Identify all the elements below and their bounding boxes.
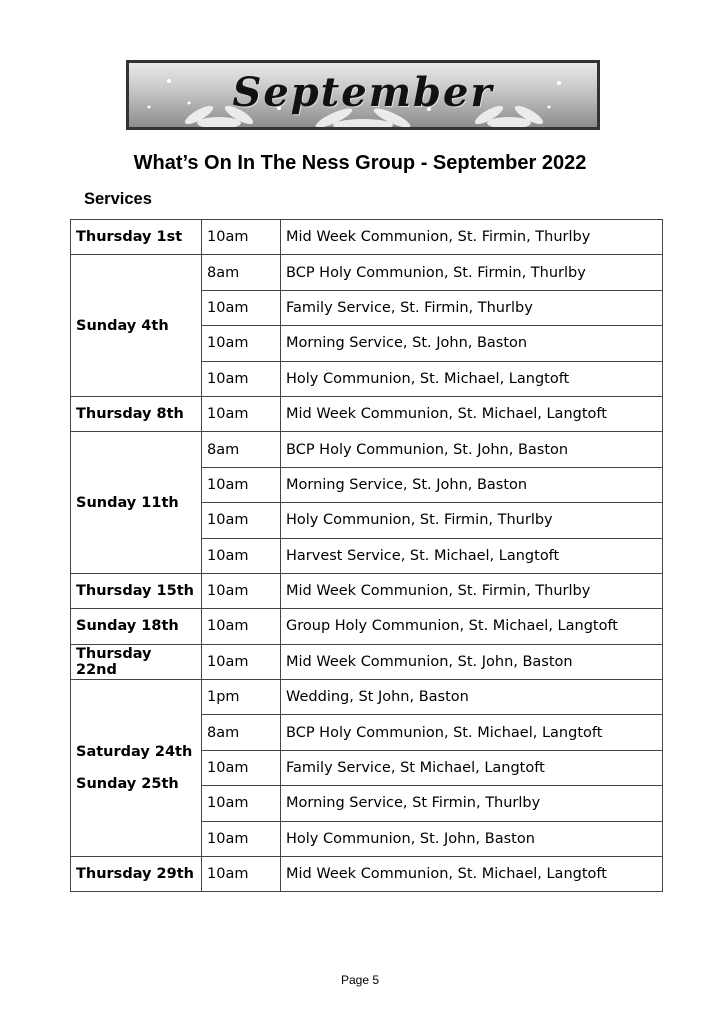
section-heading: Services bbox=[84, 190, 152, 208]
service-event: Family Service, St. Firmin, Thurlby bbox=[281, 290, 663, 325]
table-row bbox=[71, 220, 663, 255]
service-day: Sunday 11th bbox=[71, 432, 202, 574]
service-event: Holy Communion, St. Michael, Langtoft bbox=[281, 361, 663, 396]
table-row bbox=[71, 432, 663, 467]
service-time: 8am bbox=[202, 255, 281, 290]
service-event: Wedding, St John, Baston bbox=[281, 680, 663, 715]
service-day: Thursday 29th bbox=[71, 857, 202, 892]
service-day: Saturday 24th Sunday 25th bbox=[71, 680, 202, 857]
service-event: Mid Week Communion, St. Firmin, Thurlby bbox=[281, 220, 663, 255]
service-time: 10am bbox=[202, 361, 281, 396]
banner-title: September bbox=[232, 69, 494, 116]
service-time: 10am bbox=[202, 573, 281, 608]
service-time: 10am bbox=[202, 538, 281, 573]
table-row bbox=[71, 857, 663, 892]
service-time: 10am bbox=[202, 644, 281, 679]
service-day: Sunday 4th bbox=[71, 255, 202, 397]
table-row bbox=[71, 255, 663, 290]
service-day: Thursday 15th bbox=[71, 573, 202, 608]
service-event: Morning Service, St. John, Baston bbox=[281, 467, 663, 502]
service-event: Holy Communion, St. John, Baston bbox=[281, 821, 663, 856]
page-number: Page 5 bbox=[340, 973, 380, 987]
service-event: BCP Holy Communion, St. Firmin, Thurlby bbox=[281, 255, 663, 290]
service-event: Morning Service, St Firmin, Thurlby bbox=[281, 786, 663, 821]
table-row bbox=[71, 644, 663, 679]
service-time: 10am bbox=[202, 821, 281, 856]
service-time: 10am bbox=[202, 290, 281, 325]
page-title: What’s On In The Ness Group - September 2022 bbox=[133, 152, 587, 174]
service-time: 10am bbox=[202, 467, 281, 502]
service-time: 8am bbox=[202, 715, 281, 750]
service-time: 10am bbox=[202, 326, 281, 361]
service-day: Thursday 1st bbox=[71, 220, 202, 255]
service-event: BCP Holy Communion, St. Michael, Langtoft bbox=[281, 715, 663, 750]
service-time: 10am bbox=[202, 750, 281, 785]
service-time: 10am bbox=[202, 396, 281, 431]
service-event: BCP Holy Communion, St. John, Baston bbox=[281, 432, 663, 467]
service-event: Mid Week Communion, St. Michael, Langtoft bbox=[281, 857, 663, 892]
service-time: 10am bbox=[202, 786, 281, 821]
service-event: Mid Week Communion, St. John, Baston bbox=[281, 644, 663, 679]
service-time: 8am bbox=[202, 432, 281, 467]
service-event: Mid Week Communion, St. Firmin, Thurlby bbox=[281, 573, 663, 608]
service-event: Holy Communion, St. Firmin, Thurlby bbox=[281, 503, 663, 538]
service-time: 10am bbox=[202, 857, 281, 892]
table-row bbox=[71, 609, 663, 644]
service-day: Sunday 18th bbox=[71, 609, 202, 644]
service-event: Morning Service, St. John, Baston bbox=[281, 326, 663, 361]
table-row bbox=[71, 396, 663, 431]
service-time: 1pm bbox=[202, 680, 281, 715]
service-time: 10am bbox=[202, 220, 281, 255]
table-row bbox=[71, 680, 663, 715]
service-time: 10am bbox=[202, 609, 281, 644]
service-event: Group Holy Communion, St. Michael, Langtoft bbox=[281, 609, 663, 644]
table-row bbox=[71, 573, 663, 608]
september-banner bbox=[126, 60, 600, 130]
service-day: Thursday 22nd bbox=[71, 644, 202, 679]
service-day: Thursday 8th bbox=[71, 396, 202, 431]
service-event: Mid Week Communion, St. Michael, Langtoft bbox=[281, 396, 663, 431]
service-event: Family Service, St Michael, Langtoft bbox=[281, 750, 663, 785]
services-table bbox=[70, 219, 663, 892]
service-event: Harvest Service, St. Michael, Langtoft bbox=[281, 538, 663, 573]
service-time: 10am bbox=[202, 503, 281, 538]
